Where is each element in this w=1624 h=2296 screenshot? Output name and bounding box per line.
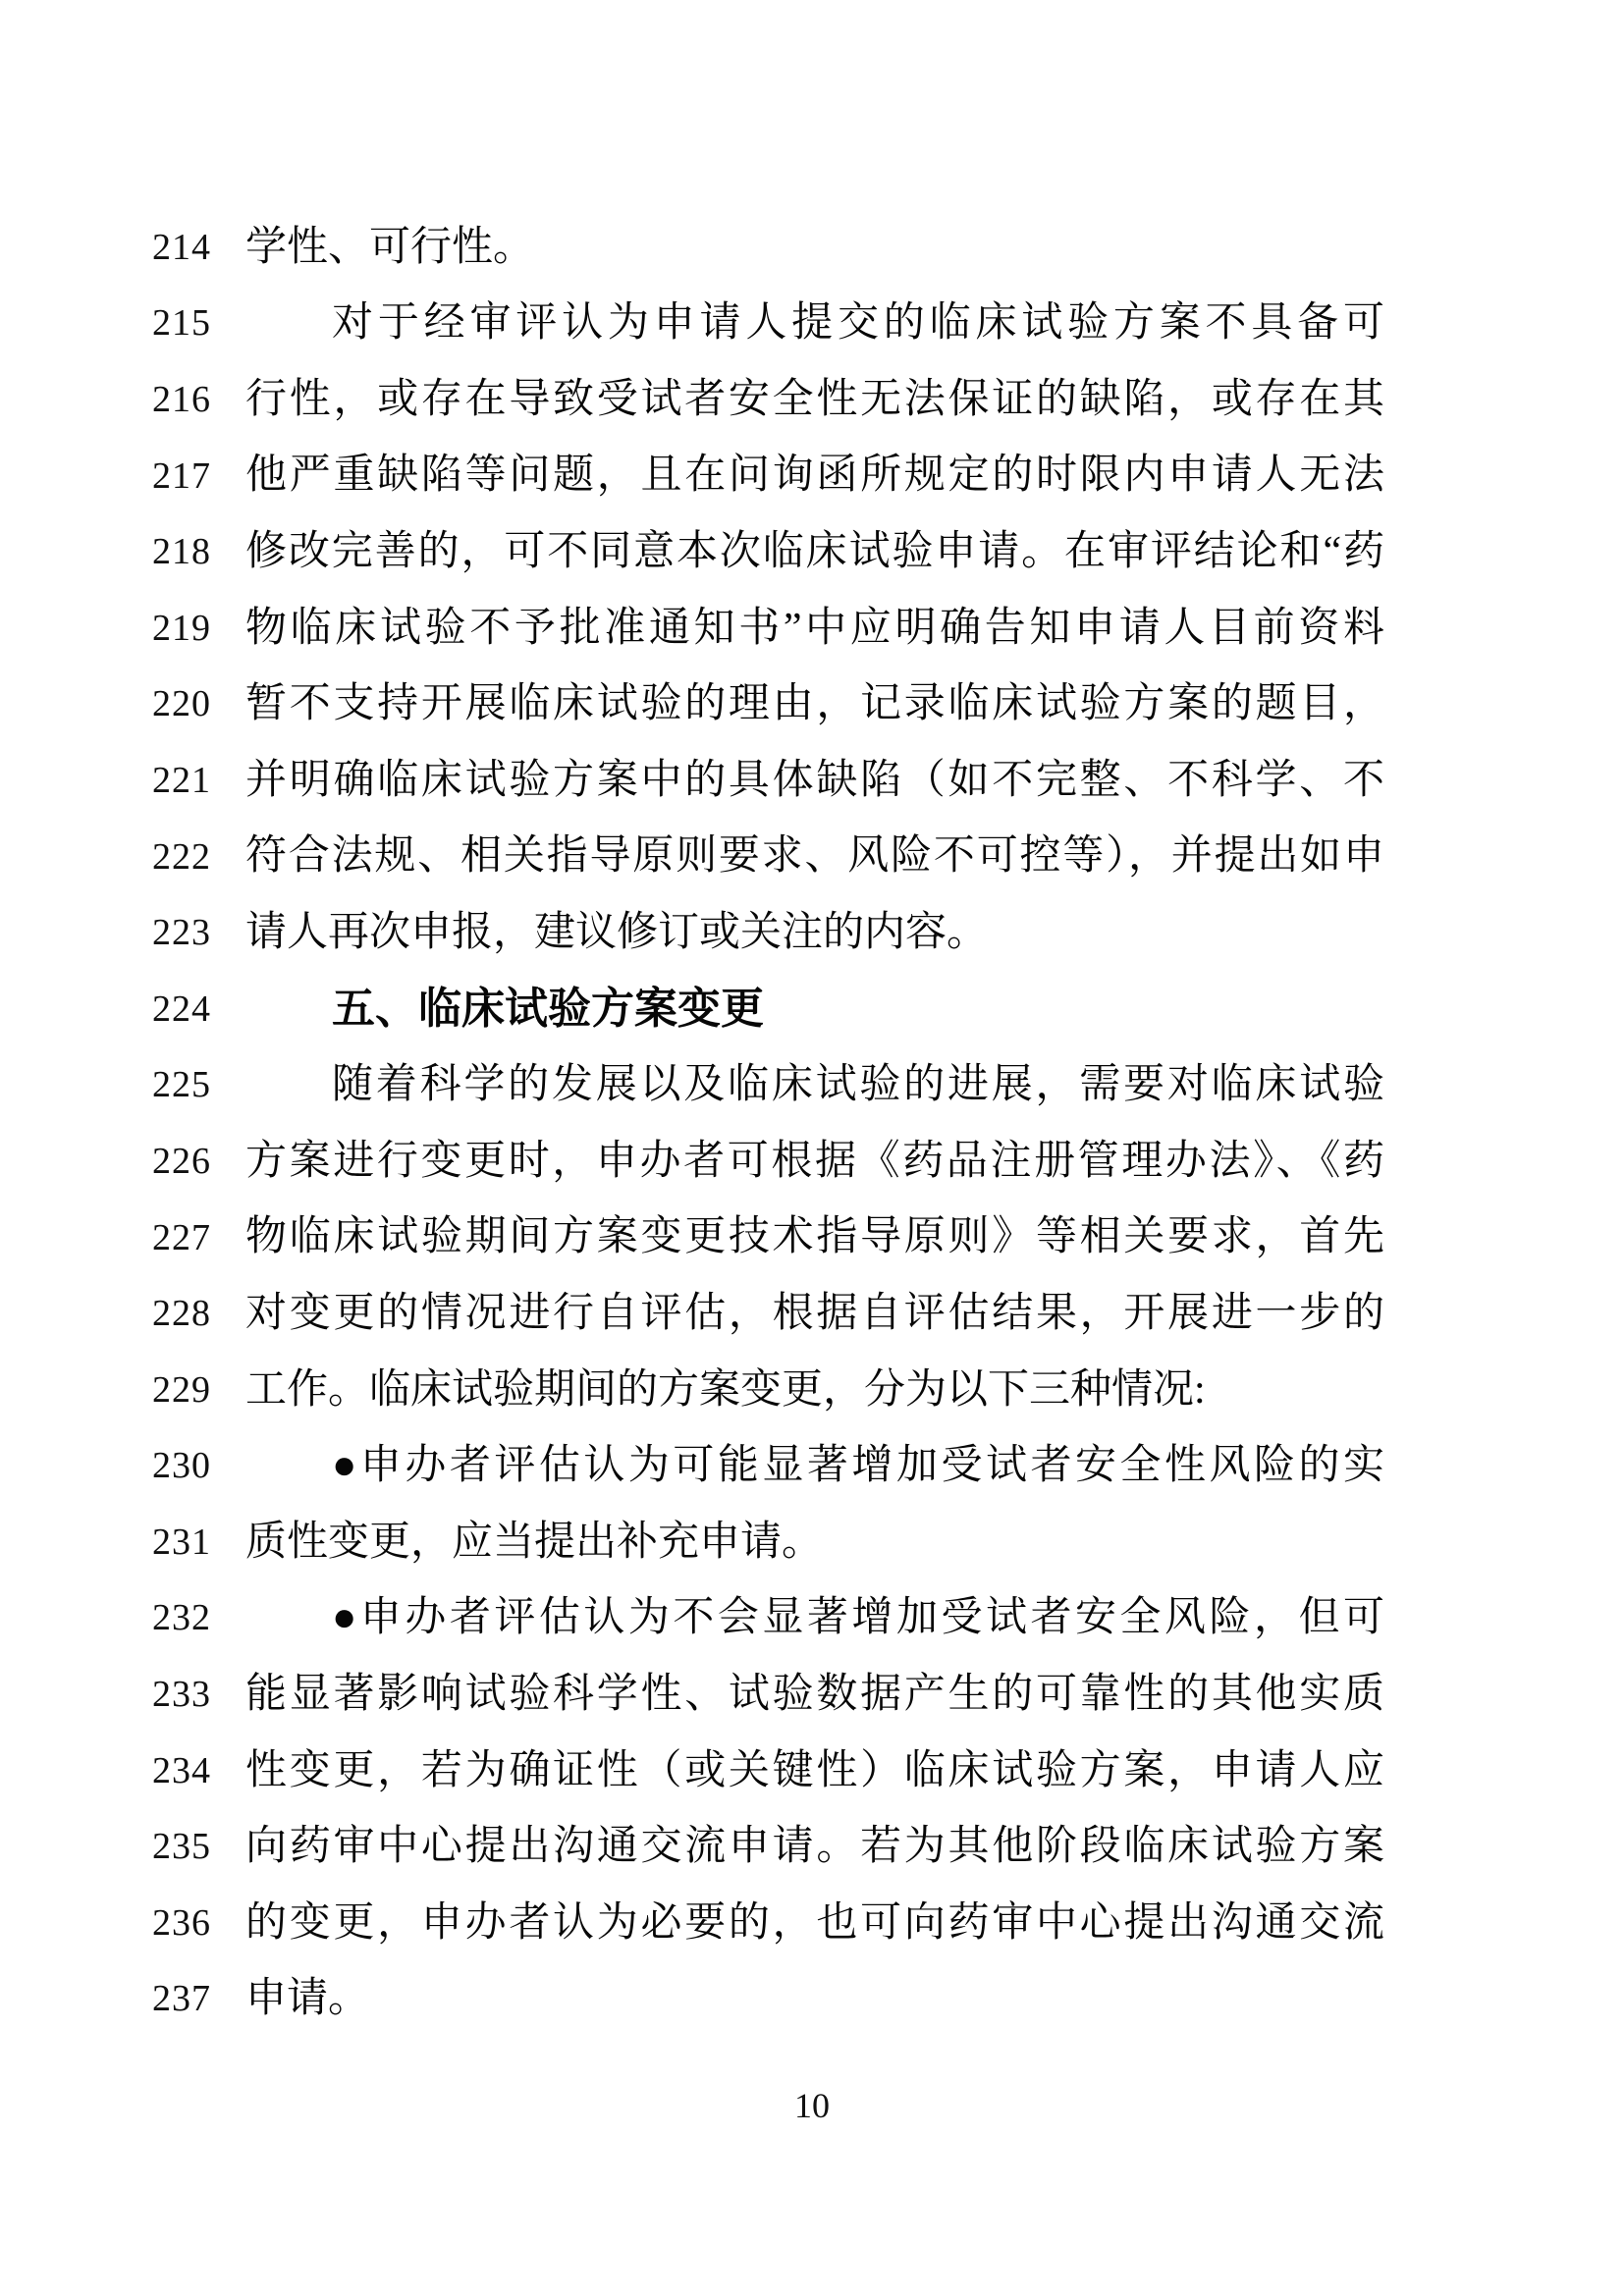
- line-number: 217: [152, 454, 211, 497]
- line-text: 向药审中心提出沟通交流申请。若为其他阶段临床试验方案: [245, 1824, 1384, 1870]
- text-line: [0, 209, 1624, 286]
- line-number: 222: [152, 835, 211, 878]
- text-line: [0, 742, 1624, 819]
- page-number: 10: [794, 2086, 830, 2125]
- line-text: 对于经审评认为申请人提交的临床试验方案不具备可: [332, 300, 1384, 347]
- line-number: 235: [152, 1826, 211, 1868]
- line-text: 的变更，申办者认为必要的，也可向药审中心提出沟通交流: [245, 1899, 1384, 1946]
- line-number: 224: [152, 988, 211, 1030]
- text-line: [0, 1961, 1624, 2038]
- line-text: 他严重缺陷等问题，且在问询函所规定的时限内申请人无法: [245, 453, 1384, 499]
- text-line: [0, 894, 1624, 971]
- line-number: 219: [152, 607, 211, 649]
- line-text: 对变更的情况进行自评估，根据自评估结果，开展进一步的: [245, 1291, 1384, 1337]
- line-text: 质性变更，应当提出补充申请。: [245, 1519, 824, 1565]
- text-line: [0, 1047, 1624, 1124]
- line-text: 学性、可行性。: [245, 224, 535, 270]
- line-number: 228: [152, 1293, 211, 1335]
- text-line: [0, 1428, 1624, 1505]
- text-line: [0, 590, 1624, 667]
- line-number: 230: [152, 1445, 211, 1487]
- text-line: [0, 286, 1624, 362]
- line-number: 223: [152, 912, 211, 954]
- text-line: [0, 1352, 1624, 1428]
- text-line: [0, 513, 1624, 590]
- line-number: 227: [152, 1216, 211, 1258]
- text-line: [0, 1885, 1624, 1961]
- line-text: 方案进行变更时，申办者可根据《药品注册管理办法》、《药: [245, 1138, 1384, 1184]
- line-number: 215: [152, 302, 211, 345]
- line-number: 225: [152, 1064, 211, 1106]
- text-line: [0, 361, 1624, 438]
- line-number: 233: [152, 1674, 211, 1716]
- line-number: 226: [152, 1140, 211, 1182]
- line-text: 五、临床试验方案变更: [332, 984, 764, 1033]
- line-text: 物临床试验期间方案变更技术指导原则》等相关要求，首先: [245, 1214, 1384, 1260]
- line-text: 暂不支持开展临床试验的理由，记录临床试验方案的题目，: [245, 681, 1384, 727]
- line-number: 216: [152, 378, 211, 420]
- line-text: 修改完善的，可不同意本次临床试验申请。在审评结论和“药: [245, 529, 1384, 575]
- text-line: [0, 1504, 1624, 1580]
- line-number: 237: [152, 1978, 211, 2020]
- text-line: [0, 1123, 1624, 1200]
- text-line: [0, 1580, 1624, 1657]
- line-number: 220: [152, 683, 211, 725]
- line-number: 236: [152, 1901, 211, 1944]
- line-text: 能显著影响试验科学性、试验数据产生的可靠性的其他实质: [245, 1671, 1384, 1717]
- text-line: [0, 1733, 1624, 1809]
- line-number: 234: [152, 1749, 211, 1791]
- line-text: 符合法规、相关指导原则要求、风险不可控等），并提出如申: [245, 833, 1384, 880]
- text-line: [0, 1275, 1624, 1352]
- line-number: 221: [152, 759, 211, 801]
- text-line: [0, 819, 1624, 895]
- line-number: 218: [152, 531, 211, 573]
- line-text: 请人再次申报，建议修订或关注的内容。: [245, 910, 989, 956]
- line-number: 231: [152, 1521, 211, 1563]
- line-text: 行性，或存在导致受试者安全性无法保证的缺陷，或存在其: [245, 376, 1384, 422]
- text-line: [0, 1656, 1624, 1733]
- line-text: 物临床试验不予批准通知书”中应明确告知申请人目前资料: [245, 605, 1384, 651]
- text-line: [0, 1808, 1624, 1885]
- line-text: ●申办者评估认为不会显著增加受试者安全风险，但可: [332, 1595, 1384, 1641]
- text-line: [0, 971, 1624, 1047]
- line-text: 工作。临床试验期间的方案变更，分为以下三种情况:: [245, 1366, 1206, 1413]
- text-line: [0, 438, 1624, 514]
- line-number: 232: [152, 1597, 211, 1639]
- text-line: [0, 667, 1624, 743]
- line-text: ●申办者评估认为可能显著增加受试者安全性风险的实: [332, 1443, 1384, 1489]
- line-number: 214: [152, 226, 211, 268]
- document-lines: [0, 209, 1624, 2037]
- line-text: 性变更，若为确证性（或关键性）临床试验方案，申请人应: [245, 1747, 1384, 1793]
- text-line: [0, 1200, 1624, 1276]
- line-text: 申请。: [245, 1976, 370, 2022]
- line-text: 随着科学的发展以及临床试验的进展，需要对临床试验: [332, 1062, 1384, 1108]
- line-text: 并明确临床试验方案中的具体缺陷（如不完整、不科学、不: [245, 757, 1384, 803]
- line-number: 229: [152, 1368, 211, 1411]
